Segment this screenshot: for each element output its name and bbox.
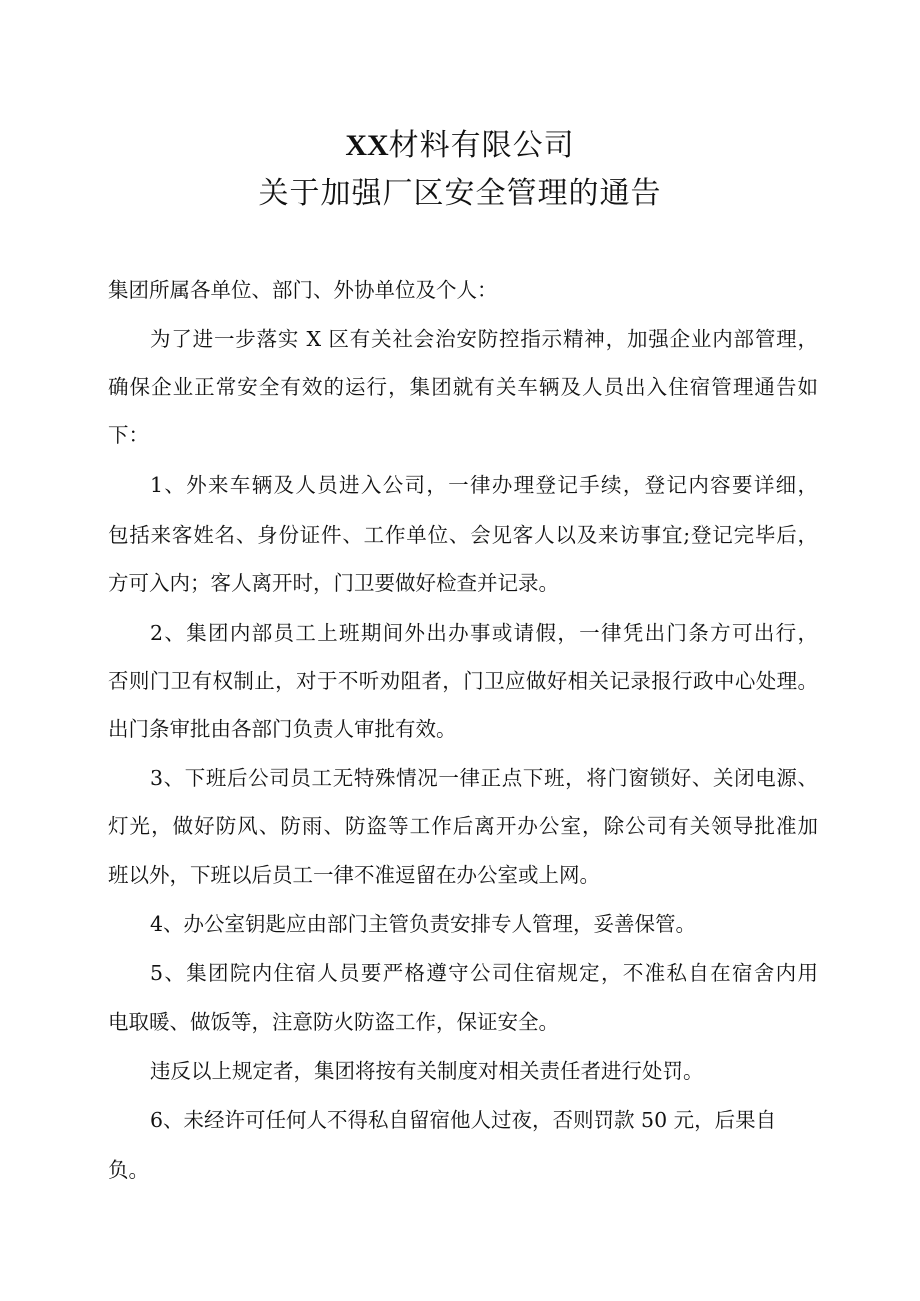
item-5-line-2: 电取暖、做饭等，注意防火防盗工作，保证安全。 — [108, 1010, 559, 1034]
document-title-company — [0, 126, 920, 166]
document-title-subject: 关于加强厂区安全管理的通告 — [258, 176, 662, 211]
item-3-line-1: 3、下班后公司员工无特殊情况一律正点下班，将门窗锁好、关闭电源、 — [150, 766, 818, 790]
item-2-line-1: 2、集团内部员工上班期间外出办事或请假，一律凭出门条方可出行， — [150, 621, 818, 645]
item-4-line-1: 4、办公室钥匙应由部门主管负责安排专人管理，妥善保管。 — [150, 912, 697, 936]
title-company-prefix: XX — [345, 129, 389, 162]
item-3-line-3: 班以外，下班以后员工一律不准逗留在办公室或上网。 — [108, 863, 600, 887]
item-3-line-2: 灯光，做好防风、防雨、防盗等工作后离开办公室，除公司有关领导批准加 — [108, 814, 818, 838]
intro-line-1: 为了进一步落实 X 区有关社会治安防控指示精神，加强企业内部管理， — [150, 327, 818, 351]
item-6-line-1: 6、未经许可任何人不得私自留宿他人过夜，否则罚款 50 元，后果自 — [150, 1108, 777, 1132]
item-5-line-1: 5、集团院内住宿人员要严格遵守公司住宿规定，不准私自在宿舍内用 — [150, 961, 818, 985]
item-2-line-3: 出门条审批由各部门负责人审批有效。 — [108, 717, 457, 741]
item-1-line-3: 方可入内；客人离开时，门卫要做好检查并记录。 — [108, 571, 559, 595]
item-6-line-2: 负。 — [108, 1158, 149, 1182]
title-company-rest: 材料有限公司 — [388, 128, 575, 163]
intro-line-2: 确保企业正常安全有效的运行，集团就有关车辆及人员出入住宿管理通告如 — [108, 375, 818, 399]
violation-notice: 违反以上规定者，集团将按有关制度对相关责任者进行处罚。 — [150, 1059, 704, 1083]
item-1-line-2: 包括来客姓名、身份证件、工作单位、会见客人以及来访事宜;登记完毕后， — [108, 523, 818, 547]
item-1-line-1: 1、外来车辆及人员进入公司，一律办理登记手续，登记内容要详细， — [150, 473, 818, 497]
item-2-line-2: 否则门卫有权制止，对于不听劝阻者，门卫应做好相关记录报行政中心处理。 — [108, 669, 818, 693]
intro-line-3: 下： — [108, 423, 149, 447]
salutation: 集团所属各单位、部门、外协单位及个人： — [108, 278, 498, 302]
